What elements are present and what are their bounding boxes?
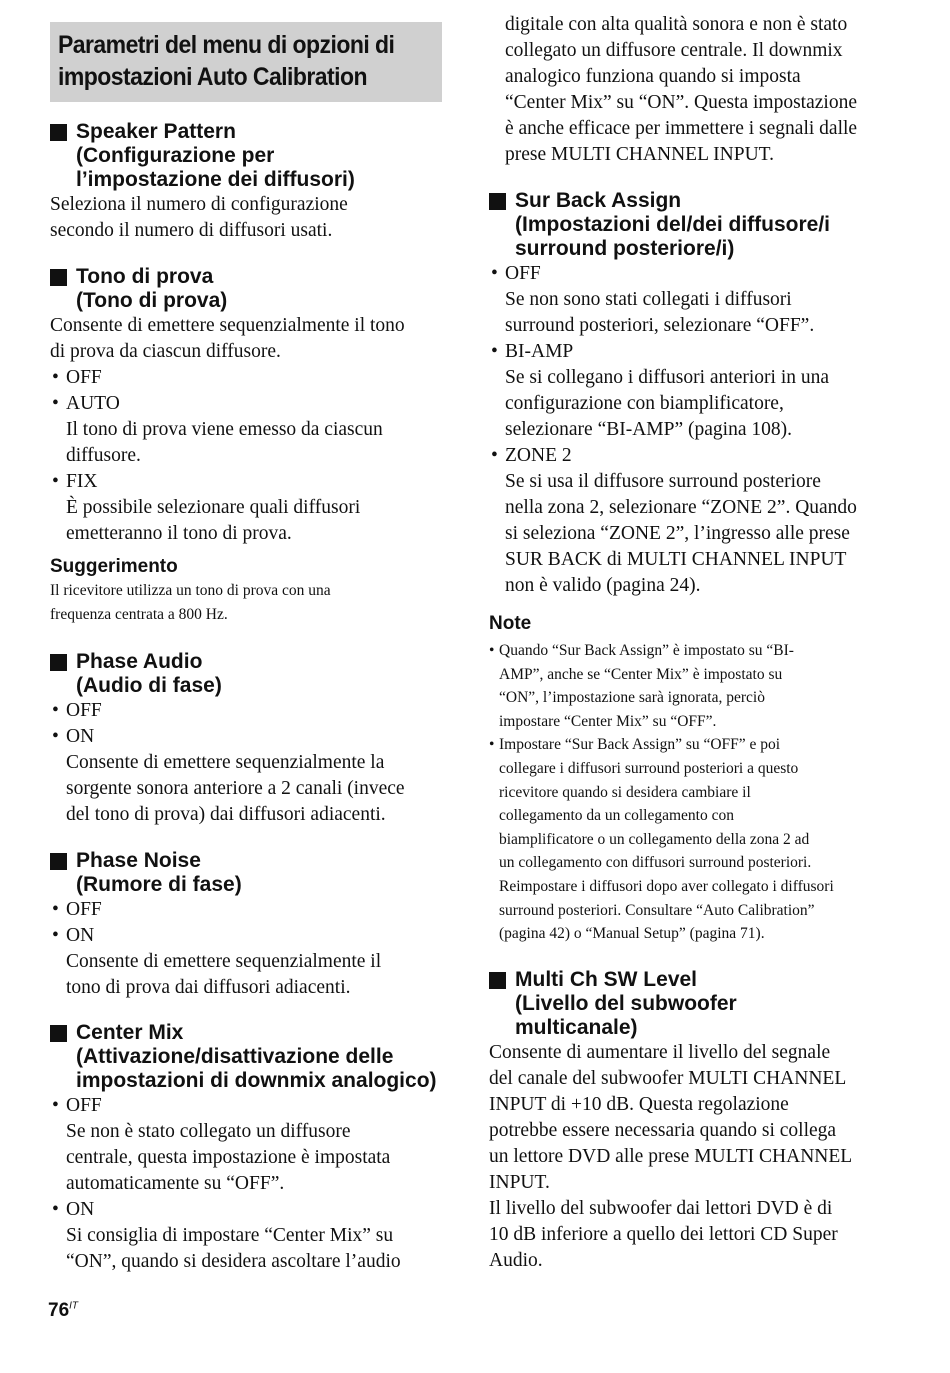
speaker-pattern-heading: Speaker Pattern (Configurazione per l’impostazione dei diffusori) [50,120,355,192]
list-item-desc: emetteranno il tono di prova. [66,523,292,544]
multi-ch-text: Il livello del subwoofer dai lettori DVD è di [489,1198,833,1219]
multi-ch-text: INPUT di +10 dB. Questa regolazione [489,1094,789,1115]
list-item: • ON [52,1199,95,1220]
heading-square-icon [489,193,506,210]
multi-ch-text: Consente di aumentare il livello del segnale [489,1042,831,1063]
note-item-line: collegamento da un collegamento con [499,807,734,825]
speaker-pattern-text: secondo il numero di diffusori usati. [50,220,333,241]
list-item-desc: tono di prova dai diffusori adiacenti. [66,977,351,998]
heading-square-icon [50,853,67,870]
list-item-desc: È possibile selezionare quali diffusori [66,497,361,518]
heading-square-icon [50,654,67,671]
sur-back-heading: Sur Back Assign (Impostazioni del/dei diffusore/i surround posteriore/i) [489,189,857,261]
list-item-desc: configurazione con biamplificatore, [505,393,784,414]
note-item-line: Reimpostare i diffusori dopo aver collegato i diffusori [499,877,834,895]
list-item-desc: si seleziona “ZONE 2”, l’ingresso alle prese [505,523,850,544]
list-item-desc: centrale, questa impostazione è impostata [66,1147,391,1168]
multi-ch-heading: Multi Ch SW Level (Livello del subwoofer multicanale) [489,968,852,1040]
tip-text: frequenza centrata a 800 Hz. [50,606,228,623]
phase-audio-heading: Phase Audio (Audio di fase) [50,650,405,698]
note-section [489,612,834,946]
tono-text: di prova da ciascun diffusore. [50,341,281,362]
list-item: • ON [52,925,95,946]
list-item: • OFF [491,263,541,284]
list-item-desc: sorgente sonora anteriore a 2 canali (invece [66,778,405,799]
note-item-line: biamplificatore o un collegamento della zona 2 ad [499,830,810,848]
list-item-desc: Si consiglia di impostare “Center Mix” su [66,1225,394,1246]
page-title-line-2: impostazioni Auto Calibration [58,63,367,91]
list-item-desc: Consente di emettere sequenzialmente il [66,951,382,972]
heading-square-icon [50,124,67,141]
note-item-line: un collegamento con diffusori surround posteriori. [499,854,812,872]
note-title: Note [489,613,532,634]
list-item: • OFF [52,1095,102,1116]
list-item-desc: automaticamente su “OFF”. [66,1173,285,1194]
center-mix-heading: Center Mix (Attivazione/disattivazione delle impostazioni di downmix analogico) [50,1021,437,1093]
list-item: • FIX [52,471,98,492]
multi-ch-text: Audio. [489,1250,543,1271]
paragraph-line: “Center Mix” su “ON”. Questa impostazione [505,92,857,113]
paragraph-line: digitale con alta qualità sonora e non è stato [505,14,848,35]
tip-text: Il ricevitore utilizza un tono di prova con una [50,582,331,599]
note-item-line: AMP”, anche se “Center Mix” è impostato su [499,665,783,683]
list-item: • AUTO [52,393,120,414]
heading-square-icon [50,269,67,286]
note-item-line: collegare i diffusori surround posteriori a questo [499,759,799,777]
list-item-desc: selezionare “BI-AMP” (pagina 108). [505,419,792,440]
list-item-desc: Il tono di prova viene emesso da ciascun [66,419,383,440]
multi-ch-text: potrebbe essere necessaria quando si collega [489,1120,837,1141]
list-item-desc: Se non sono stati collegati i diffusori [505,289,792,310]
list-item-desc: “ON”, quando si desidera ascoltare l’audio [66,1251,401,1272]
phase-audio-section [50,650,405,828]
paragraph-line: collegato un diffusore centrale. Il downmix [505,40,843,61]
list-item-desc: del tono di prova) dai diffusori adiacenti. [66,804,386,825]
list-item-desc: nella zona 2, selezionare “ZONE 2”. Quando [505,497,857,518]
list-item: • BI-AMP [491,341,574,362]
list-item-desc: SUR BACK di MULTI CHANNEL INPUT [505,549,847,570]
multi-ch-text: del canale del subwoofer MULTI CHANNEL [489,1068,847,1089]
phase-noise-section [50,849,381,1001]
list-item-desc: non è valido (pagina 24). [505,575,701,596]
multi-ch-section [489,968,852,1274]
page-locale: IT [69,1300,79,1312]
list-item-desc: Se si collegano i diffusori anteriori in una [505,367,830,388]
list-item-desc: Consente di emettere sequenzialmente la [66,752,385,773]
center-mix-continued [489,12,857,168]
multi-ch-text: 10 dB inferiore a quello dei lettori CD Super [489,1224,838,1245]
center-mix-section [50,1021,437,1275]
note-item: • Impostare “Sur Back Assign” su “OFF” e poi [489,736,781,754]
note-item-line: impostare “Center Mix” su “OFF”. [499,712,717,730]
multi-ch-text: INPUT. [489,1172,550,1193]
tono-text: Consente di emettere sequenzialmente il tono [50,315,405,336]
section-title-box [50,22,442,102]
list-item-desc: diffusore. [66,445,141,466]
tono-section [50,265,405,627]
page-title-line-1: Parametri del menu di opzioni di [58,31,395,59]
paragraph-line: prese MULTI CHANNEL INPUT. [505,144,774,165]
note-item: • Quando “Sur Back Assign” è impostato su “BI- [489,642,794,659]
heading-square-icon [50,1025,67,1042]
list-item: • OFF [52,367,102,388]
list-item: • ZONE 2 [491,445,572,466]
list-item-desc: Se non è stato collegato un diffusore [66,1121,351,1142]
note-item-line: surround posteriori. Consultare “Auto Calibration” [499,901,815,919]
note-item-line: (pagina 42) o “Manual Setup” (pagina 71). [499,925,765,943]
speaker-pattern-section [50,120,355,244]
paragraph-line: è anche efficace per immettere i segnali dalle [505,118,858,139]
tono-heading: Tono di prova (Tono di prova) [50,265,405,313]
heading-square-icon [489,972,506,989]
paragraph-line: analogico funziona quando si imposta [505,66,801,87]
note-item-line: “ON”, l’impostazione sarà ignorata, perciò [499,689,765,707]
note-item-line: ricevitore quando si desidera cambiare il [499,783,751,801]
list-item-desc: Se si usa il diffusore surround posteriore [505,471,821,492]
list-item-desc: surround posteriori, selezionare “OFF”. [505,315,815,336]
list-item: • ON [52,726,95,747]
tip-title: Suggerimento [50,556,178,577]
phase-noise-heading: Phase Noise (Rumore di fase) [50,849,381,897]
list-item: • OFF [52,700,102,721]
list-item: • OFF [52,899,102,920]
page-number: $76^{IT}$ [48,1300,79,1321]
speaker-pattern-text: Seleziona il numero di configurazione [50,194,348,215]
multi-ch-text: un lettore DVD alle prese MULTI CHANNEL [489,1146,853,1167]
sur-back-section [489,189,857,599]
